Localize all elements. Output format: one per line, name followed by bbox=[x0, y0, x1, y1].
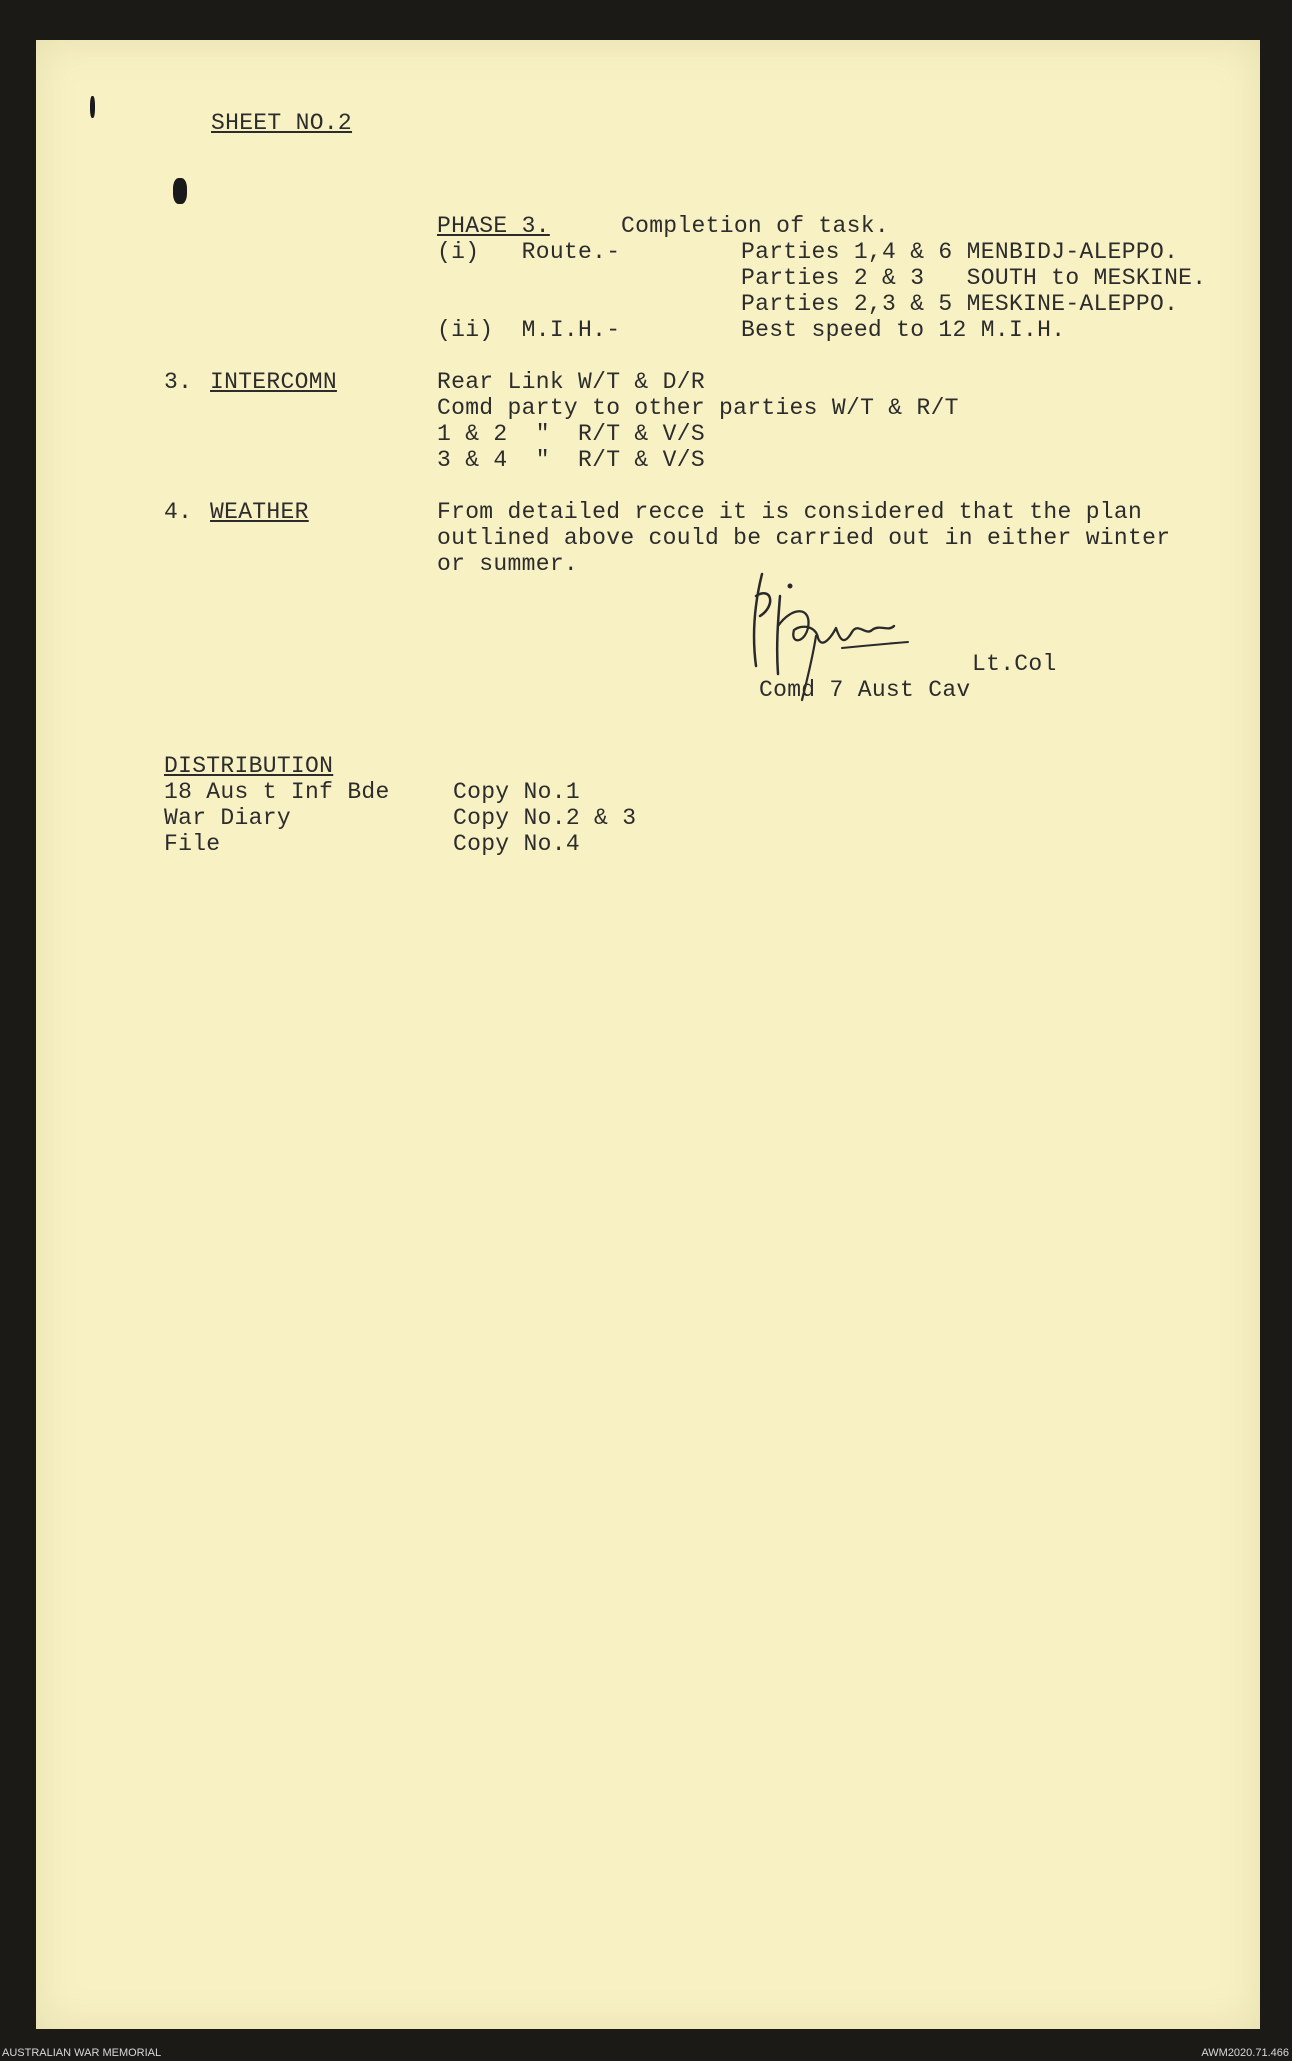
mih-value: Best speed to 12 M.I.H. bbox=[741, 317, 1066, 343]
phase-description: Completion of task. bbox=[621, 213, 889, 239]
route-line: Parties 1,4 & 6 MENBIDJ-ALEPPO. bbox=[741, 239, 1179, 265]
weather-heading: WEATHER bbox=[210, 499, 309, 525]
signatory-appointment: Comd 7 Aust Cav bbox=[759, 677, 971, 703]
intercomn-line: 1 & 2 " R/T & V/S bbox=[437, 421, 705, 447]
mih-label: (ii) M.I.H.- bbox=[437, 317, 621, 343]
archive-credit: AUSTRALIAN WAR MEMORIAL bbox=[2, 2047, 162, 2059]
intercomn-line: Rear Link W/T & D/R bbox=[437, 369, 705, 395]
weather-line: or summer. bbox=[437, 551, 579, 577]
distribution-copy: Copy No.2 & 3 bbox=[453, 805, 637, 831]
distribution-recipient: War Diary bbox=[164, 805, 291, 831]
phase-title: PHASE 3. bbox=[437, 213, 550, 239]
weather-line: outlined above could be carried out in either winter bbox=[437, 525, 1171, 551]
distribution-copy: Copy No.4 bbox=[453, 831, 580, 857]
signatory-rank: Lt.Col bbox=[972, 651, 1057, 677]
intercomn-line: Comd party to other parties W/T & R/T bbox=[437, 395, 959, 421]
distribution-recipient: File bbox=[164, 831, 221, 857]
archive-reference: AWM2020.71.466 bbox=[1201, 2047, 1289, 2059]
distribution-copy: Copy No.1 bbox=[453, 779, 580, 805]
section-number: 3. bbox=[164, 369, 193, 395]
route-line: Parties 2 & 3 SOUTH to MESKINE. bbox=[741, 265, 1207, 291]
sheet-heading: SHEET NO.2 bbox=[211, 110, 353, 136]
weather-line: From detailed recce it is considered that the plan bbox=[437, 499, 1143, 525]
distribution-recipient: 18 Aus t Inf Bde bbox=[164, 779, 390, 805]
ink-mark bbox=[173, 178, 187, 204]
intercomn-heading: INTERCOMN bbox=[210, 369, 337, 395]
route-line: Parties 2,3 & 5 MESKINE-ALEPPO. bbox=[741, 291, 1179, 317]
route-label: (i) Route.- bbox=[437, 239, 621, 265]
distribution-heading: DISTRIBUTION bbox=[164, 753, 334, 779]
section-number: 4. bbox=[164, 499, 193, 525]
ink-mark bbox=[90, 96, 95, 118]
document-page bbox=[36, 40, 1260, 2029]
intercomn-line: 3 & 4 " R/T & V/S bbox=[437, 447, 705, 473]
